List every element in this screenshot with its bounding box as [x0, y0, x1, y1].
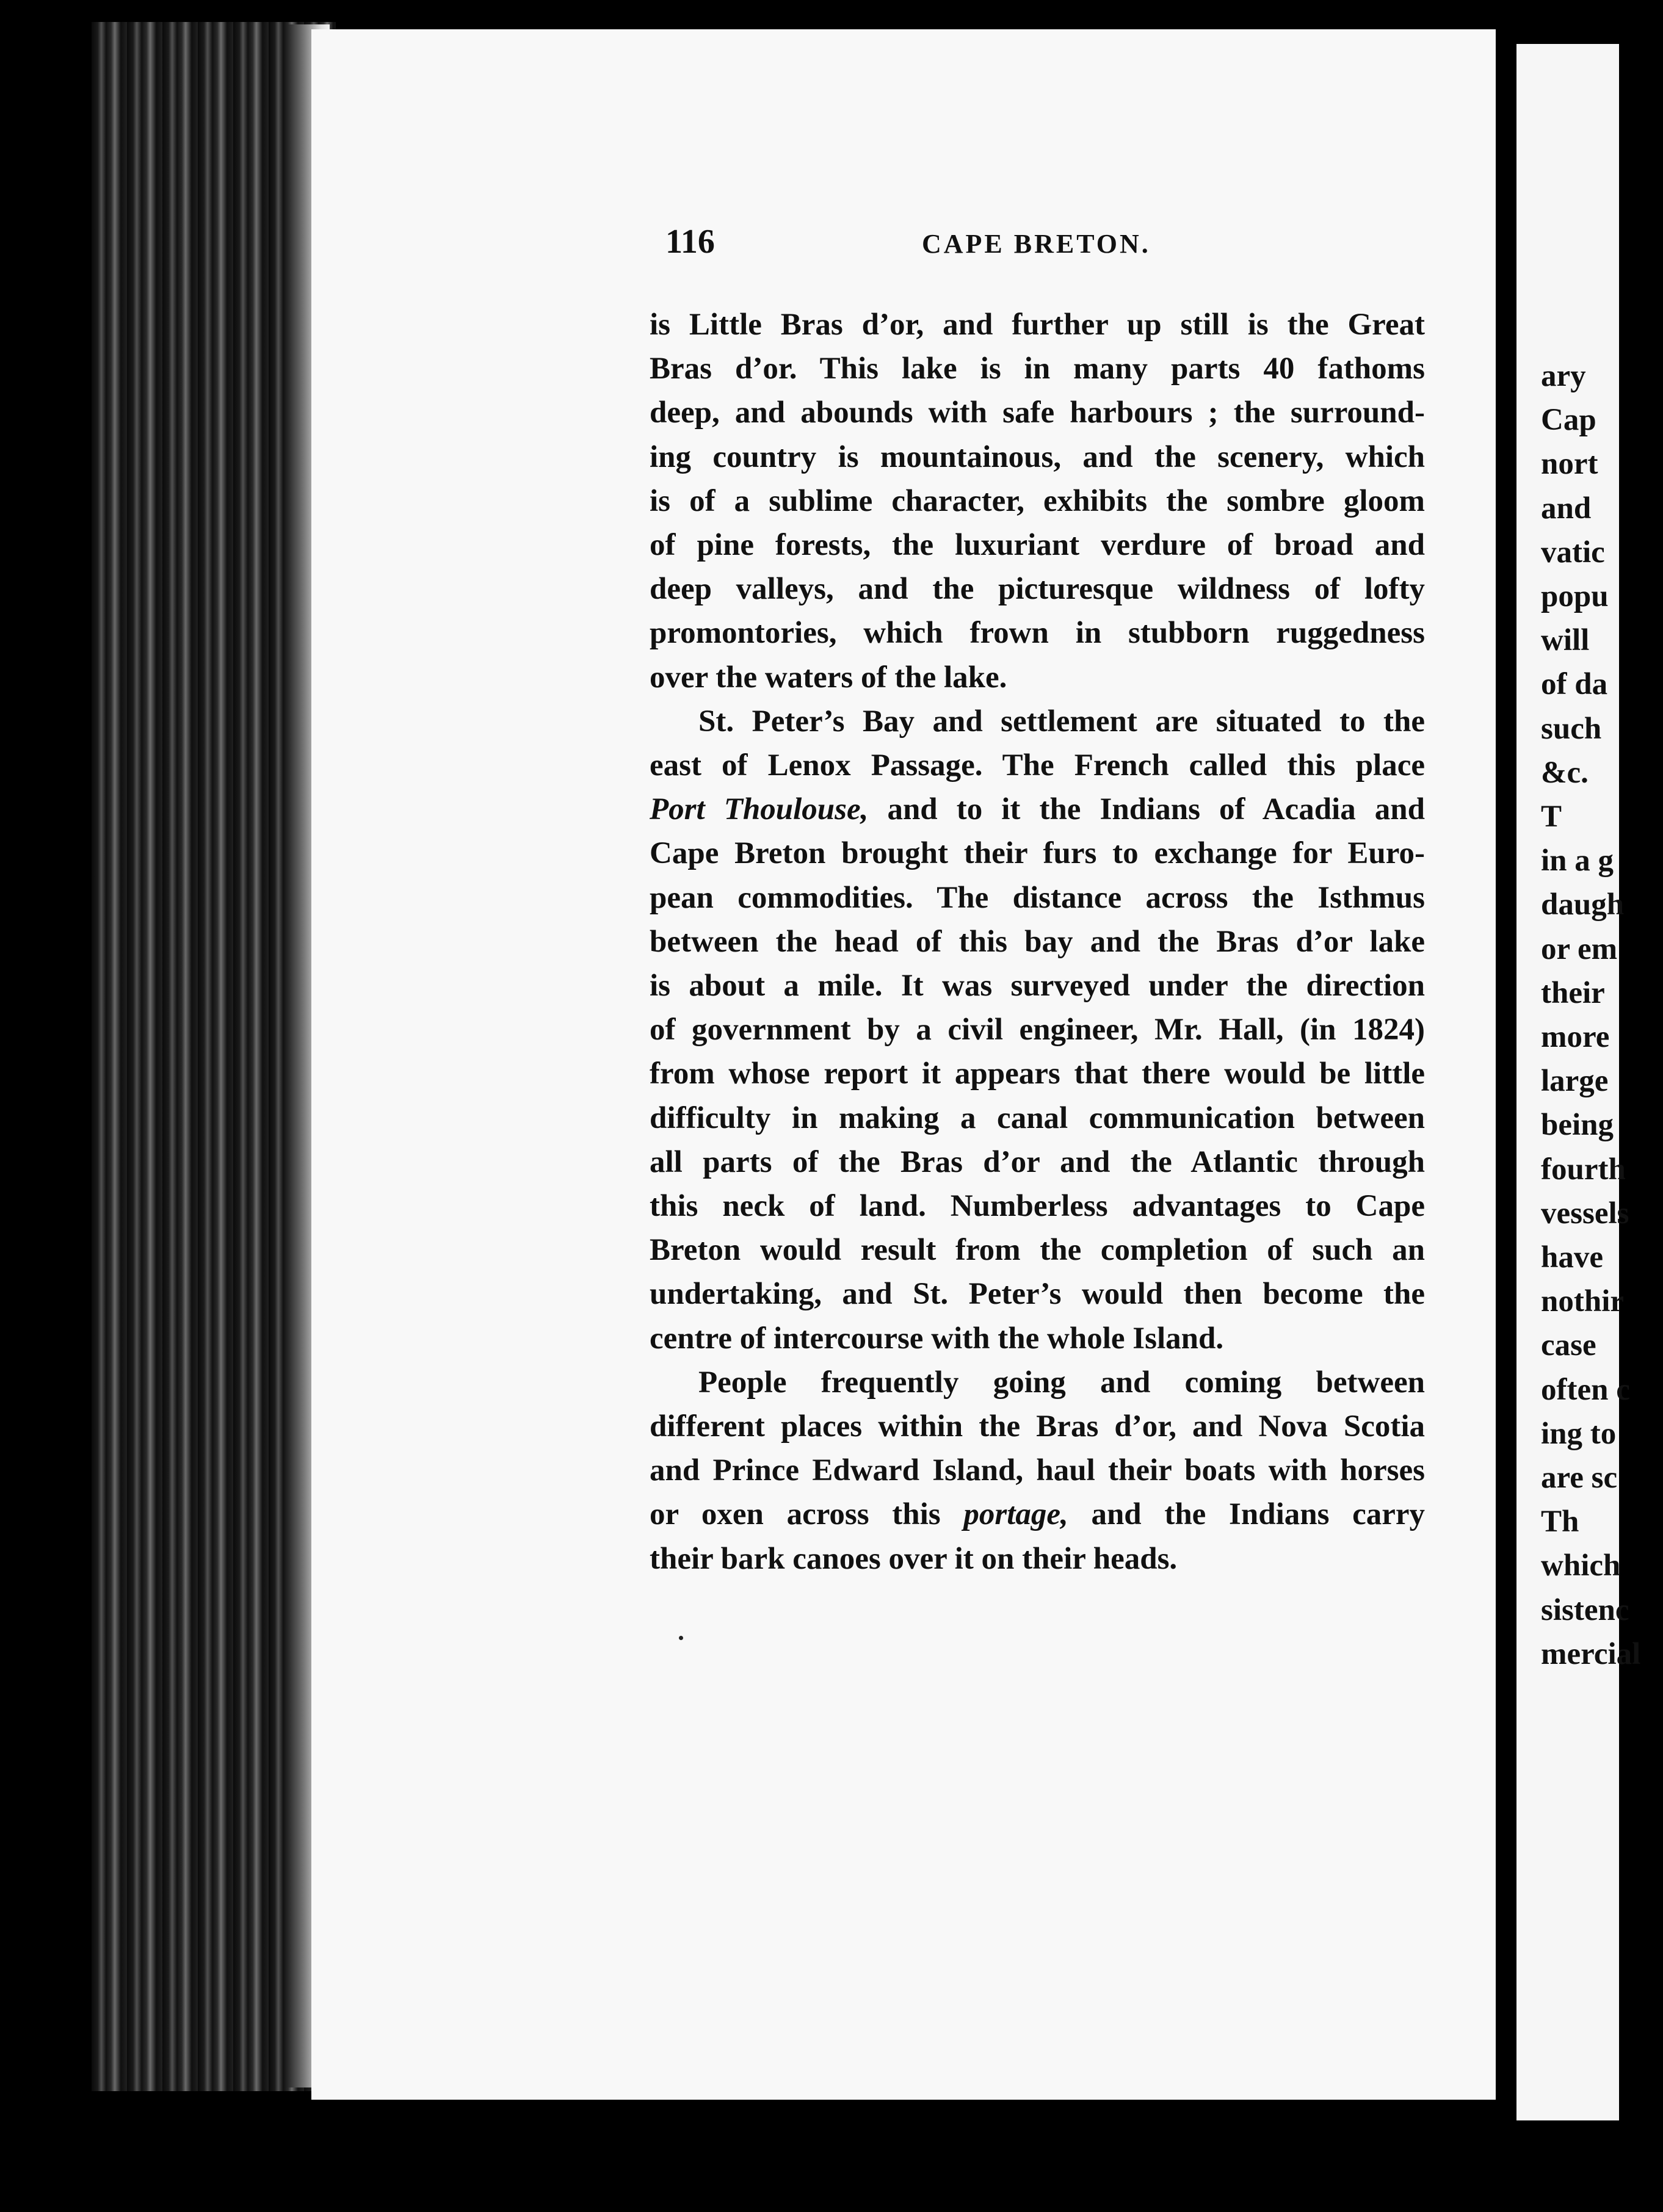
- text-line: promontories, which frown in stubborn ruggedness: [650, 616, 1425, 651]
- text-line: is of a sublime character, exhibits the sombre gloom: [650, 483, 1425, 518]
- text-line: from whose report it appears that there would be little: [650, 1057, 1425, 1091]
- text-line-mixed: [650, 1492, 1425, 1536]
- fragment-line: Cap: [1541, 403, 1596, 438]
- text-line: is about a mile. It was surveyed under the direction: [650, 969, 1425, 1003]
- fragment-line: in a g: [1541, 844, 1614, 878]
- text-line: pean commodities. The distance across the Isthmus: [650, 880, 1425, 915]
- fragment-line: which: [1541, 1549, 1621, 1583]
- text-line: of pine forests, the luxuriant verdure of broad and: [650, 528, 1425, 563]
- text-line: this neck of land. Numberless advantages to Cape: [650, 1189, 1425, 1224]
- text-line: undertaking, and St. Peter’s would then become the: [650, 1277, 1425, 1312]
- text-line: People frequently going and coming between: [698, 1365, 1425, 1400]
- text-line: deep, and abounds with safe harbours ; the surround-: [650, 396, 1425, 430]
- fragment-line: nothir: [1541, 1284, 1625, 1319]
- fragment-line: Th: [1541, 1505, 1579, 1539]
- fragment-line: large: [1541, 1064, 1609, 1099]
- text-fragment: and to it the Indians of Acadia and: [887, 792, 1426, 827]
- text-line: St. Peter’s Bay and settlement are situated to the: [698, 704, 1425, 739]
- fragment-line: fourth: [1541, 1152, 1626, 1187]
- paragraph-1: [650, 303, 1425, 699]
- text-line: between the head of this bay and the Bras d’or lake: [650, 924, 1425, 959]
- text-fragment: and the Indians carry: [1091, 1497, 1426, 1532]
- text-line: centre of intercourse with the whole Island.: [650, 1321, 1224, 1356]
- ink-speck: [679, 1636, 683, 1640]
- fragment-line: of da: [1541, 667, 1608, 702]
- text-line: their bark canoes over it on their heads.: [650, 1541, 1178, 1576]
- italic-word: portage,: [963, 1497, 1068, 1532]
- fragment-line: or em: [1541, 931, 1618, 966]
- fragment-line: T: [1541, 800, 1562, 834]
- text-line: Bras d’or. This lake is in many parts 40 fathoms: [650, 352, 1425, 386]
- text-line: Breton would result from the completion of such an: [650, 1233, 1425, 1268]
- italic-place-name: Port Thoulouse,: [650, 792, 869, 827]
- fragment-line: are sc: [1541, 1461, 1618, 1495]
- fragment-line: nort: [1541, 447, 1598, 482]
- text-line: east of Lenox Passage. The French called this place: [650, 748, 1425, 783]
- fragment-line: case: [1541, 1328, 1596, 1363]
- right-page-edge: [1516, 44, 1641, 2120]
- text-line: and Prince Edward Island, haul their boats with horses: [650, 1453, 1425, 1488]
- fragment-line: vatic: [1541, 535, 1605, 569]
- text-fragment: or oxen across this: [650, 1497, 941, 1532]
- fragment-line: will: [1541, 623, 1590, 658]
- text-line: Cape Breton brought their furs to exchange for Euro-: [650, 836, 1425, 871]
- text-line: different places within the Bras d’or, and Nova Scotia: [650, 1409, 1425, 1444]
- running-title: CAPE BRETON.: [922, 229, 1151, 259]
- fragment-line: more: [1541, 1020, 1610, 1055]
- paragraph-3: [650, 1361, 1425, 1581]
- right-page-text-fragments: [1541, 354, 1663, 1676]
- fragment-line: often c: [1541, 1372, 1630, 1407]
- fragment-line: being: [1541, 1108, 1614, 1143]
- text-line: deep valleys, and the picturesque wildness of lofty: [650, 572, 1425, 607]
- text-line: over the waters of the lake.: [650, 660, 1007, 695]
- fragment-line: have: [1541, 1240, 1603, 1275]
- fragment-line: sistenc: [1541, 1592, 1629, 1627]
- fragment-line: such: [1541, 711, 1602, 746]
- fragment-line: vessels: [1541, 1196, 1629, 1231]
- fragment-line: ary: [1541, 359, 1586, 393]
- text-line-mixed: [650, 787, 1425, 831]
- fragment-line: and: [1541, 491, 1592, 526]
- fragment-line: &c.: [1541, 755, 1589, 790]
- fragment-line: mercial: [1541, 1636, 1641, 1671]
- text-line: difficulty in making a canal communication between: [650, 1101, 1425, 1135]
- running-head: [665, 222, 1184, 271]
- text-line: of government by a civil engineer, Mr. Hall, (in 1824): [650, 1013, 1425, 1047]
- paragraph-2: [650, 699, 1425, 1361]
- text-line: is Little Bras d’or, and further up still is the Great: [650, 308, 1425, 342]
- text-line: ing country is mountainous, and the scenery, which: [650, 439, 1425, 474]
- body-text: [650, 303, 1425, 1581]
- fragment-line: popu: [1541, 579, 1609, 614]
- fragment-line: ing to: [1541, 1416, 1617, 1451]
- page-number: 116: [665, 223, 715, 261]
- text-line: all parts of the Bras d’or and the Atlantic through: [650, 1144, 1425, 1179]
- fragment-line: daugh: [1541, 887, 1625, 922]
- fragment-line: their: [1541, 975, 1605, 1010]
